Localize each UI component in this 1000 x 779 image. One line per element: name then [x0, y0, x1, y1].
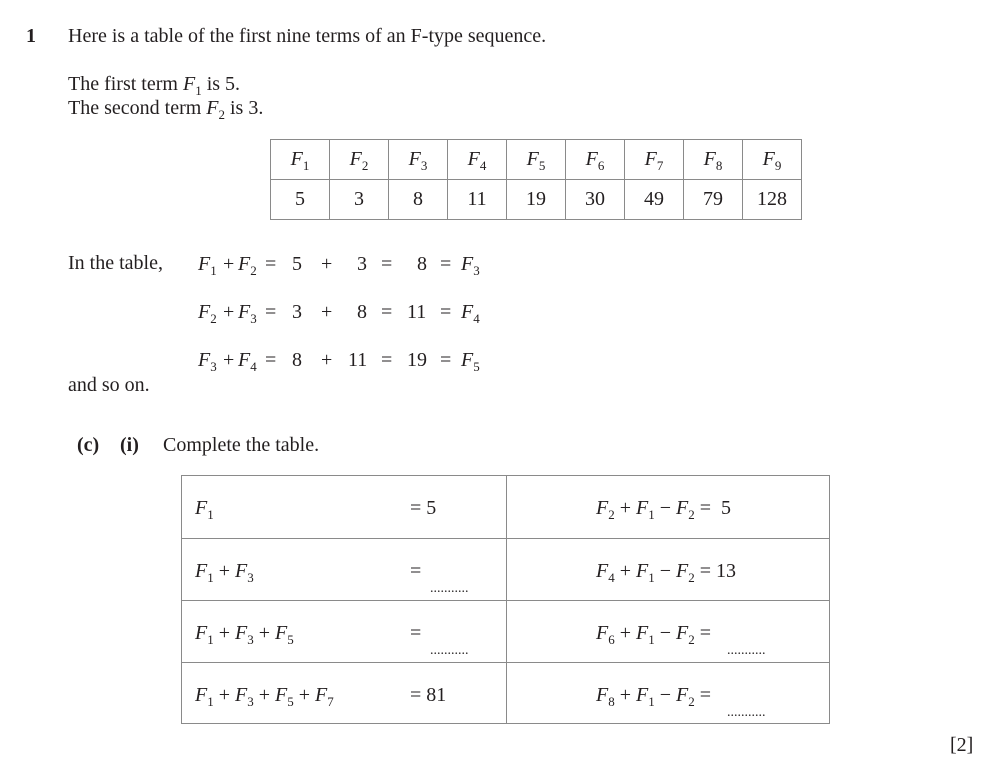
answer-row	[182, 476, 829, 538]
answer-row	[182, 538, 829, 601]
value-cell: 79	[684, 180, 743, 220]
left-expression: $F_1 + F_3 + F_5$	[195, 622, 294, 647]
first-term-label: The first term	[68, 73, 178, 95]
left-result: = 81	[410, 684, 447, 706]
part-sub: (i)	[120, 434, 139, 456]
left-result: =	[410, 622, 422, 644]
header-cell: $F_9$	[743, 140, 802, 180]
first-term-value: is 5.	[206, 73, 241, 95]
value-cell: 19	[507, 180, 566, 220]
header-cell: $F_4$	[448, 140, 507, 180]
left-expression: $F_1$	[195, 497, 214, 522]
value-cell: 30	[566, 180, 625, 220]
right-expression: $F_8 + F_1 - F_2$ =	[596, 684, 711, 709]
second-term-value: is 3.	[230, 97, 264, 119]
value-cell: 3	[330, 180, 389, 220]
sequence-table	[270, 139, 802, 220]
answer-table	[181, 475, 830, 724]
header-cell: $F_1$	[271, 140, 330, 180]
value-cell: 49	[625, 180, 684, 220]
right-result: 13	[716, 560, 736, 582]
part-instruction: Complete the table.	[163, 434, 320, 456]
answer-blank[interactable]: ...........	[727, 705, 766, 720]
left-result: =	[410, 560, 422, 582]
answer-blank[interactable]: ...........	[727, 643, 766, 658]
part-letter: (c)	[77, 434, 100, 456]
left-result: = 5	[410, 497, 437, 519]
second-term-label: The second term	[68, 97, 202, 119]
sequence-value-row	[271, 180, 802, 220]
marks-label: [2]	[950, 734, 974, 756]
first-term-line: The first term $F_1$ is 5.	[68, 73, 241, 98]
equations-tail: and so on.	[68, 374, 150, 396]
answer-row	[182, 600, 829, 663]
header-cell: $F_6$	[566, 140, 625, 180]
second-term-line: The second term $F_2$ is 3.	[68, 97, 264, 122]
value-cell: 128	[743, 180, 802, 220]
header-cell: $F_8$	[684, 140, 743, 180]
header-cell: $F_7$	[625, 140, 684, 180]
header-cell: $F_2$	[330, 140, 389, 180]
left-expression: $F_1 + F_3 + F_5 + F_7$	[195, 684, 334, 709]
right-result: 5	[721, 497, 731, 519]
value-cell: 11	[448, 180, 507, 220]
answer-row	[182, 662, 829, 725]
equations-lead: In the table,	[68, 252, 163, 274]
right-expression: $F_2 + F_1 - F_2 = 5$	[596, 497, 731, 522]
value-cell: 5	[271, 180, 330, 220]
header-cell: $F_3$	[389, 140, 448, 180]
answer-blank[interactable]: ...........	[430, 643, 469, 658]
header-cell: $F_5$	[507, 140, 566, 180]
question-number: 1	[26, 25, 36, 47]
left-expression: $F_1 + F_3$	[195, 560, 254, 585]
right-expression: $F_6 + F_1 - F_2$ =	[596, 622, 711, 647]
answer-blank[interactable]: ...........	[430, 581, 469, 596]
value-cell: 8	[389, 180, 448, 220]
right-expression: $F_4 + F_1 - F_2 = 13$	[596, 560, 736, 585]
question-intro: Here is a table of the first nine terms of an F-type sequence.	[68, 25, 547, 47]
sequence-header-row	[271, 140, 802, 180]
